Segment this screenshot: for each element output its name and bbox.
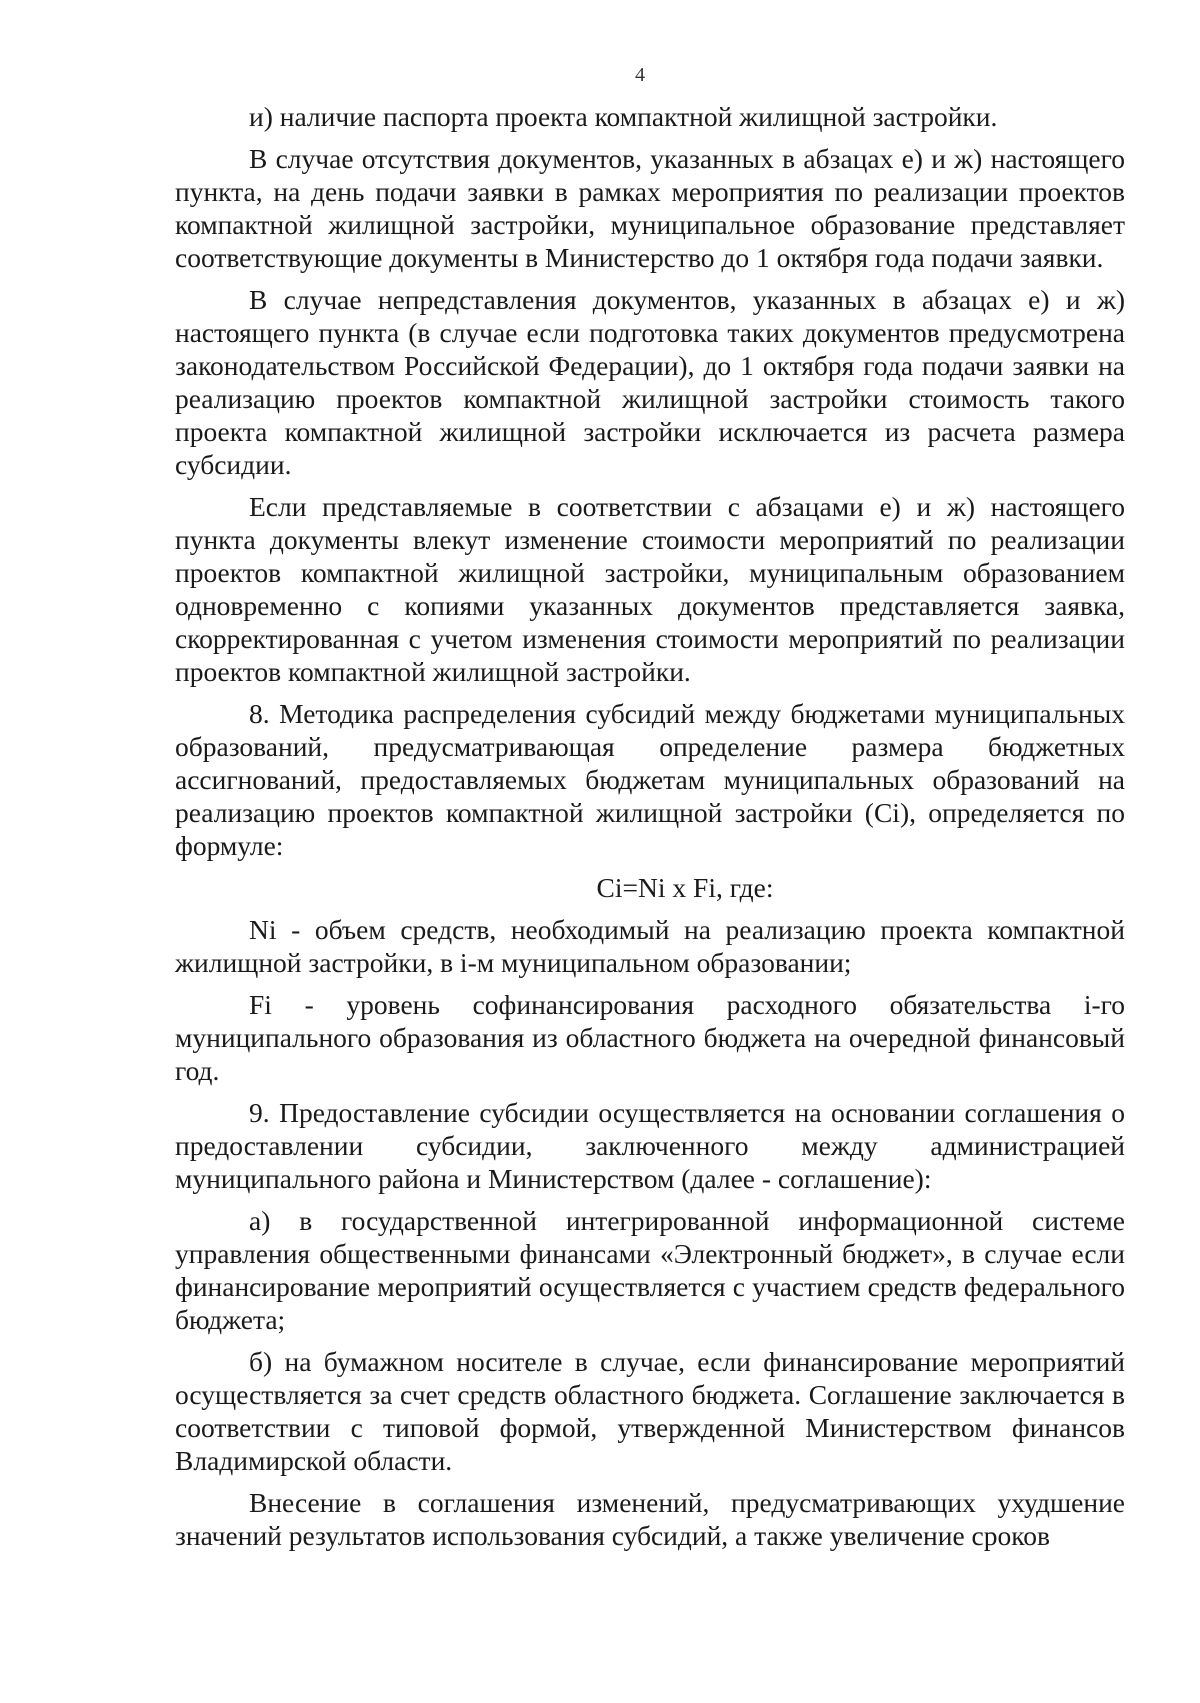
paragraph-fi-definition: Fi - уровень софинансирования расходного обязательства i-го муниципального образования из областного бюджета на очередной финансовый год. [175,989,1125,1086]
paragraph-missing-documents: В случае отсутствия документов, указанных в абзацах е) и ж) настоящего пункта, на день подачи заявки в рамках мероприятия по реализации проектов компактной жилищной застройки, муниципальное образование представляет соответствующие документы в Министерство до 1 октября года подачи заявки. [175,143,1125,273]
paragraph-item-i: и) наличие паспорта проекта компактной жилищной застройки. [249,101,998,132]
paragraph-amendments: Внесение в соглашения изменений, предусматривающих ухудшение значений результатов использования субсидий, а также увеличение сроков [175,1487,1125,1551]
paragraph-section-9: 9. Предоставление субсидии осуществляется на основании соглашения о предоставлении субсидии, заключенного между администрацией муниципального района и Министерством (далее - соглашение): [175,1097,1125,1194]
paragraph-section-8: 8. Методика распределения субсидий между бюджетами муниципальных образований, предусматривающая определение размера бюджетных ассигнований, предоставляемых бюджетам муниципальных образований на реализацию проектов компактной жилищной застройки (Сi), определяется по формуле: [175,698,1125,861]
paragraph-item-b: б) на бумажном носителе в случае, если финансирование мероприятий осуществляется за счет средств областного бюджета. Соглашение заключается в соответствии с типовой формой, утвержденной Министерством финансов Владимирской области. [175,1346,1125,1476]
paragraph-ni-definition: Ni - объем средств, необходимый на реализацию проекта компактной жилищной застройки, в i-м муниципальном образовании; [175,914,1125,978]
document-body [175,100,1125,1561]
paragraph-cost-change: Если представляемые в соответствии с абзацами е) и ж) настоящего пункта документы влекут изменение стоимости мероприятий по реализации проектов компактной жилищной застройки, муниципальным образованием одновременно с копиями указанных документов представляется заявка, скорректированная с учетом изменения стоимости мероприятий по реализации проектов компактной жилищной застройки. [175,491,1125,687]
page-number: 4 [635,64,645,86]
paragraph-non-submission: В случае непредставления документов, указанных в абзацах е) и ж) настоящего пункта (в случае если подготовка таких документов предусмотрена законодательством Российской Федерации), до 1 октября года подачи заявки на реализацию проектов компактной жилищной застройки стоимость такого проекта компактной жилищной застройки исключается из расчета размера субсидии. [175,284,1125,480]
paragraph-item-a: а) в государственной интегрированной информационной системе управления общественными финансами «Электронный бюджет», в случае если финансирование мероприятий осуществляется с участием средств федерального бюджета; [175,1205,1125,1335]
formula: Сi=Ni x Fi, где: [596,872,774,903]
